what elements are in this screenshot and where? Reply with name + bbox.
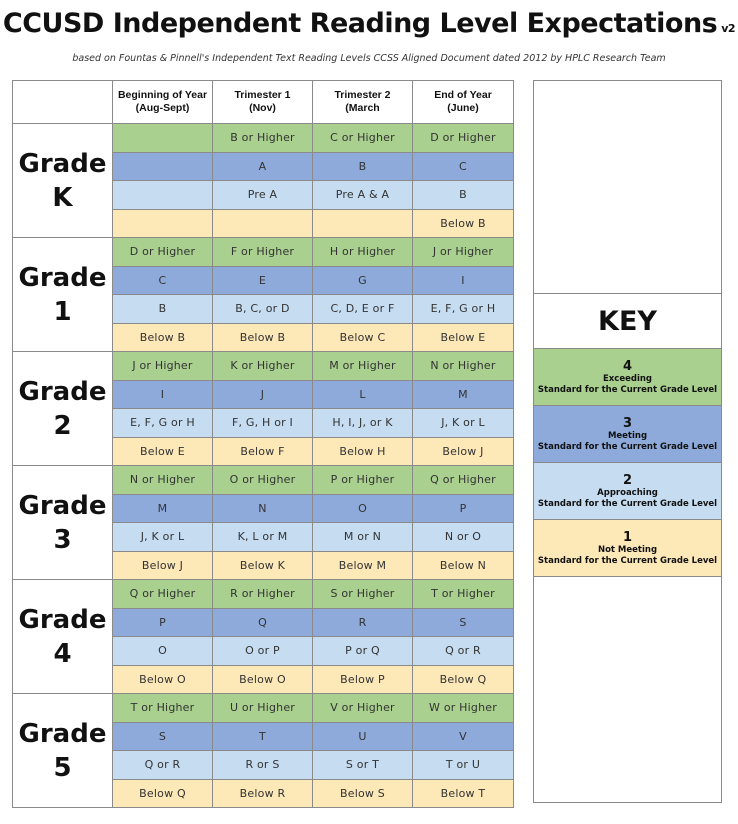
level-cell: T or Higher — [413, 580, 514, 609]
level-cell: C — [413, 152, 514, 181]
key-item-standard: Standard for the Current Grade Level — [537, 441, 718, 452]
column-header-line2: (Nov) — [249, 102, 276, 114]
level-cell: R — [313, 608, 413, 637]
level-cell: Q or Higher — [113, 580, 213, 609]
level-cell: P or Q — [313, 637, 413, 666]
level-cell: R or Higher — [213, 580, 313, 609]
level-cell: C — [113, 266, 213, 295]
level-cell — [113, 124, 213, 153]
key-item-not-meeting — [534, 520, 722, 577]
level-cell: Below E — [113, 437, 213, 466]
level-cell: M — [113, 494, 213, 523]
level-cell: Below O — [213, 665, 313, 694]
grade-label-level: 2 — [53, 410, 72, 441]
level-cell: E, F, G or H — [413, 295, 514, 324]
level-cell: Pre A & A — [313, 181, 413, 210]
column-header-line2: (Aug-Sept) — [135, 102, 190, 114]
grade-label-level: 1 — [53, 296, 72, 327]
level-cell: J, K or L — [413, 409, 514, 438]
level-cell: Q or R — [413, 637, 514, 666]
level-cell: Below N — [413, 551, 514, 580]
column-header-line1: Trimester 1 — [234, 89, 291, 101]
key-item-number: 1 — [622, 529, 633, 545]
level-cell — [113, 209, 213, 238]
level-cell: N or O — [413, 523, 514, 552]
level-cell: F or Higher — [213, 238, 313, 267]
level-cell: Pre A — [213, 181, 313, 210]
grade-label-word: Grade — [18, 718, 107, 749]
level-cell: Below F — [213, 437, 313, 466]
grade-label-word: Grade — [18, 148, 107, 179]
level-cell: W or Higher — [413, 694, 514, 723]
level-cell: T or Higher — [113, 694, 213, 723]
grade-label — [13, 238, 113, 352]
page-subtitle: based on Fountas & Pinnell's Independent Text Reading Levels CCSS Aligned Document dated 2012 by HPLC Research Team — [72, 53, 666, 64]
level-cell: M — [413, 380, 514, 409]
level-cell: E, F, G or H — [113, 409, 213, 438]
header-row — [13, 81, 514, 124]
key-table — [533, 80, 722, 803]
grade-label — [13, 124, 113, 238]
level-cell: S or Higher — [313, 580, 413, 609]
key-item-name: Approaching — [597, 487, 658, 498]
level-cell: A — [213, 152, 313, 181]
level-cell: N — [213, 494, 313, 523]
key-item-name: Meeting — [607, 430, 648, 441]
level-cell: J or Higher — [113, 352, 213, 381]
level-cell — [113, 181, 213, 210]
level-cell: Q or R — [113, 751, 213, 780]
level-cell: C, D, E or F — [313, 295, 413, 324]
title-text: CCUSD Independent Reading Level Expectations — [2, 8, 718, 39]
level-cell: Below J — [113, 551, 213, 580]
column-header — [213, 81, 313, 124]
page-title — [0, 8, 738, 39]
level-cell: K or Higher — [213, 352, 313, 381]
key-item-number: 3 — [622, 415, 633, 431]
key-item-standard: Standard for the Current Grade Level — [537, 384, 718, 395]
version-label: v2 — [721, 22, 736, 35]
level-cell: Below E — [413, 323, 514, 352]
key-item-exceeding — [534, 349, 722, 406]
level-cell: M or N — [313, 523, 413, 552]
key-item-name: Not Meeting — [597, 544, 658, 555]
column-header-line1: End of Year — [434, 89, 492, 101]
level-cell: Below B — [413, 209, 514, 238]
level-cell: H, I, J, or K — [313, 409, 413, 438]
level-cell: Below M — [313, 551, 413, 580]
level-cell: O — [113, 637, 213, 666]
table-row — [13, 694, 514, 723]
level-cell: Below H — [313, 437, 413, 466]
level-cell: K, L or M — [213, 523, 313, 552]
grade-label-word: Grade — [18, 262, 107, 293]
level-cell: S — [413, 608, 514, 637]
level-cell: U or Higher — [213, 694, 313, 723]
key-title: KEY — [534, 294, 722, 349]
level-cell: T — [213, 722, 313, 751]
key-item-standard: Standard for the Current Grade Level — [537, 555, 718, 566]
level-cell: B — [413, 181, 514, 210]
column-header-line2: (March — [345, 102, 380, 114]
level-cell: C or Higher — [313, 124, 413, 153]
grade-label-word: Grade — [18, 604, 107, 635]
level-cell: U — [313, 722, 413, 751]
level-cell: F, G, H or I — [213, 409, 313, 438]
grade-body — [13, 124, 514, 808]
level-cell: G — [313, 266, 413, 295]
key-spacer-top — [534, 81, 722, 294]
grade-label — [13, 580, 113, 694]
key-item-name: Exceeding — [603, 373, 652, 384]
grade-label — [13, 466, 113, 580]
level-cell: B or Higher — [213, 124, 313, 153]
grade-label-level: K — [52, 182, 73, 213]
level-cell: D or Higher — [113, 238, 213, 267]
key-item-number: 4 — [622, 358, 633, 374]
level-cell — [313, 209, 413, 238]
grade-label — [13, 694, 113, 808]
level-cell: N or Higher — [113, 466, 213, 495]
key-item-approaching — [534, 463, 722, 520]
level-cell: Below J — [413, 437, 514, 466]
level-cell: Below K — [213, 551, 313, 580]
column-header — [413, 81, 514, 124]
grade-label — [13, 352, 113, 466]
level-cell: J — [213, 380, 313, 409]
key-spacer-bottom — [534, 577, 722, 803]
level-cell: V — [413, 722, 514, 751]
level-cell: B, C, or D — [213, 295, 313, 324]
level-cell: B — [313, 152, 413, 181]
level-cell: Below R — [213, 779, 313, 808]
level-cell: O or P — [213, 637, 313, 666]
column-header — [113, 81, 213, 124]
column-header — [313, 81, 413, 124]
column-header-line2: (June) — [447, 102, 479, 114]
level-cell: E — [213, 266, 313, 295]
level-cell: L — [313, 380, 413, 409]
level-cell: P — [413, 494, 514, 523]
level-cell: O — [313, 494, 413, 523]
corner-cell — [13, 81, 113, 124]
level-cell: Below B — [213, 323, 313, 352]
level-cell: J, K or L — [113, 523, 213, 552]
level-cell: Below C — [313, 323, 413, 352]
level-cell — [113, 152, 213, 181]
level-cell: O or Higher — [213, 466, 313, 495]
level-cell: Below T — [413, 779, 514, 808]
level-cell: T or U — [413, 751, 514, 780]
table-row — [13, 580, 514, 609]
level-cell: Q or Higher — [413, 466, 514, 495]
level-cell: V or Higher — [313, 694, 413, 723]
level-cell: Below P — [313, 665, 413, 694]
key-item-meeting — [534, 406, 722, 463]
reading-level-table — [12, 80, 514, 808]
table-row — [13, 352, 514, 381]
grade-label-word: Grade — [18, 376, 107, 407]
level-cell: N or Higher — [413, 352, 514, 381]
level-cell — [213, 209, 313, 238]
level-cell: Below O — [113, 665, 213, 694]
grade-label-level: 4 — [53, 638, 72, 669]
level-cell: M or Higher — [313, 352, 413, 381]
level-cell: P or Higher — [313, 466, 413, 495]
level-cell: Below S — [313, 779, 413, 808]
level-cell: S — [113, 722, 213, 751]
grade-label-level: 3 — [53, 524, 72, 555]
grade-label-level: 5 — [53, 752, 72, 783]
level-cell: J or Higher — [413, 238, 514, 267]
table-row — [13, 466, 514, 495]
table-row — [13, 238, 514, 267]
level-cell: B — [113, 295, 213, 324]
key-item-standard: Standard for the Current Grade Level — [537, 498, 718, 509]
column-header-line1: Beginning of Year — [117, 89, 208, 101]
level-cell: Below B — [113, 323, 213, 352]
level-cell: Below Q — [413, 665, 514, 694]
level-cell: I — [413, 266, 514, 295]
level-cell: D or Higher — [413, 124, 514, 153]
level-cell: R or S — [213, 751, 313, 780]
grade-label-word: Grade — [18, 490, 107, 521]
level-cell: I — [113, 380, 213, 409]
key-item-number: 2 — [622, 472, 633, 488]
table-row — [13, 124, 514, 153]
level-cell: S or T — [313, 751, 413, 780]
level-cell: H or Higher — [313, 238, 413, 267]
level-cell: Q — [213, 608, 313, 637]
level-cell: P — [113, 608, 213, 637]
column-header-line1: Trimester 2 — [334, 89, 391, 101]
level-cell: Below Q — [113, 779, 213, 808]
